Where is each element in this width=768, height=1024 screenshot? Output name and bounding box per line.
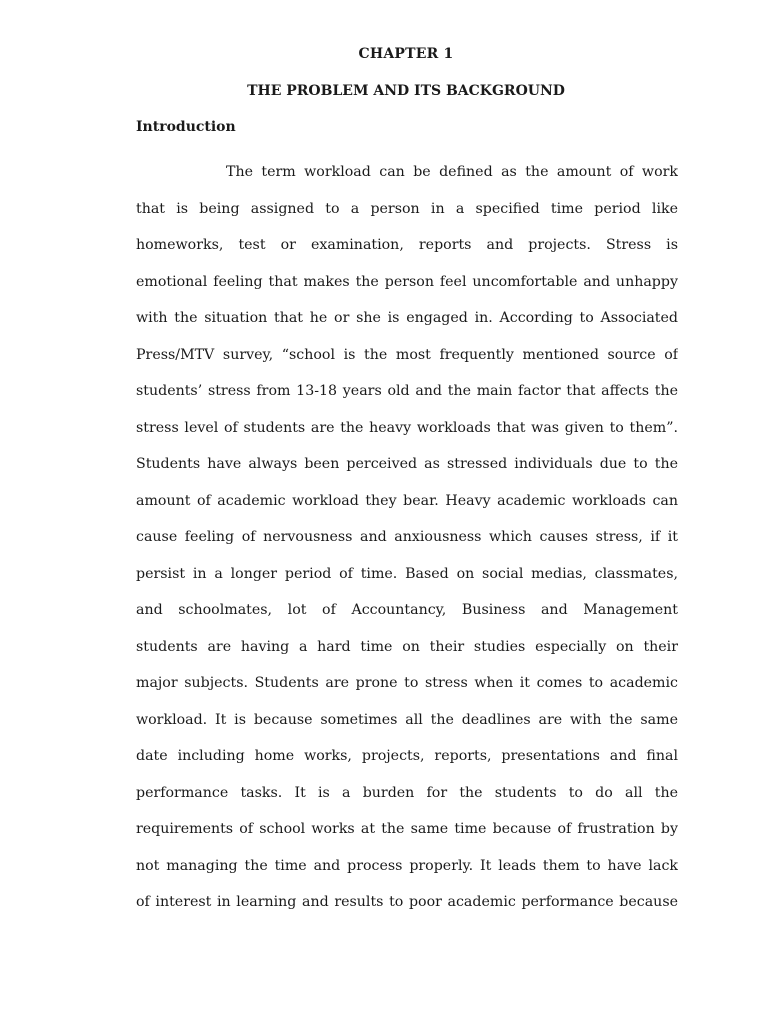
- paragraph-line: cause feeling of nervousness and anxiousness which causes stress, if it: [136, 529, 678, 545]
- section-heading: Introduction: [136, 119, 236, 135]
- paragraph-line: The term workload can be defined as the amount of work: [226, 164, 678, 180]
- paragraph-line: Press/MTV survey, “school is the most frequently mentioned source of: [136, 346, 678, 363]
- paragraph-line: Students have always been perceived as stressed individuals due to the: [136, 456, 678, 472]
- paragraph-line: emotional feeling that makes the person feel uncomfortable and unhappy: [136, 273, 678, 290]
- paragraph-line: not managing the time and process properly. It leads them to have lack: [136, 857, 678, 874]
- paragraph-line: of interest in learning and results to poor academic performance because: [136, 894, 678, 910]
- paragraph-line: major subjects. Students are prone to stress when it comes to academic: [136, 675, 678, 691]
- paragraph-line: stress level of students are the heavy workloads that was given to them”.: [136, 419, 678, 436]
- paragraph-line: amount of academic workload they bear. Heavy academic workloads can: [136, 492, 678, 509]
- paragraph-line: date including home works, projects, reports, presentations and final: [136, 748, 678, 764]
- paragraph-line: and schoolmates, lot of Accountancy, Business and Management: [136, 602, 678, 618]
- paragraph-line: that is being assigned to a person in a specified time period like: [136, 200, 678, 217]
- chapter-title: THE PROBLEM AND ITS BACKGROUND: [247, 83, 565, 99]
- paragraph-line: persist in a longer period of time. Based on social medias, classmates,: [136, 565, 678, 582]
- paragraph-line: students are having a hard time on their studies especially on their: [136, 638, 678, 655]
- paragraph-line: students’ stress from 13-18 years old and the main factor that affects the: [136, 383, 678, 399]
- paragraph-line: workload. It is because sometimes all the deadlines are with the same: [136, 711, 678, 728]
- paragraph-line: performance tasks. It is a burden for the students to do all the: [136, 784, 678, 801]
- paragraph-line: with the situation that he or she is engaged in. According to Associated: [136, 310, 678, 326]
- chapter-label: CHAPTER 1: [358, 46, 454, 62]
- paragraph-line: requirements of school works at the same time because of frustration by: [136, 821, 678, 837]
- body-paragraph: [136, 154, 678, 921]
- paragraph-line: homeworks, test or examination, reports and projects. Stress is: [136, 237, 678, 253]
